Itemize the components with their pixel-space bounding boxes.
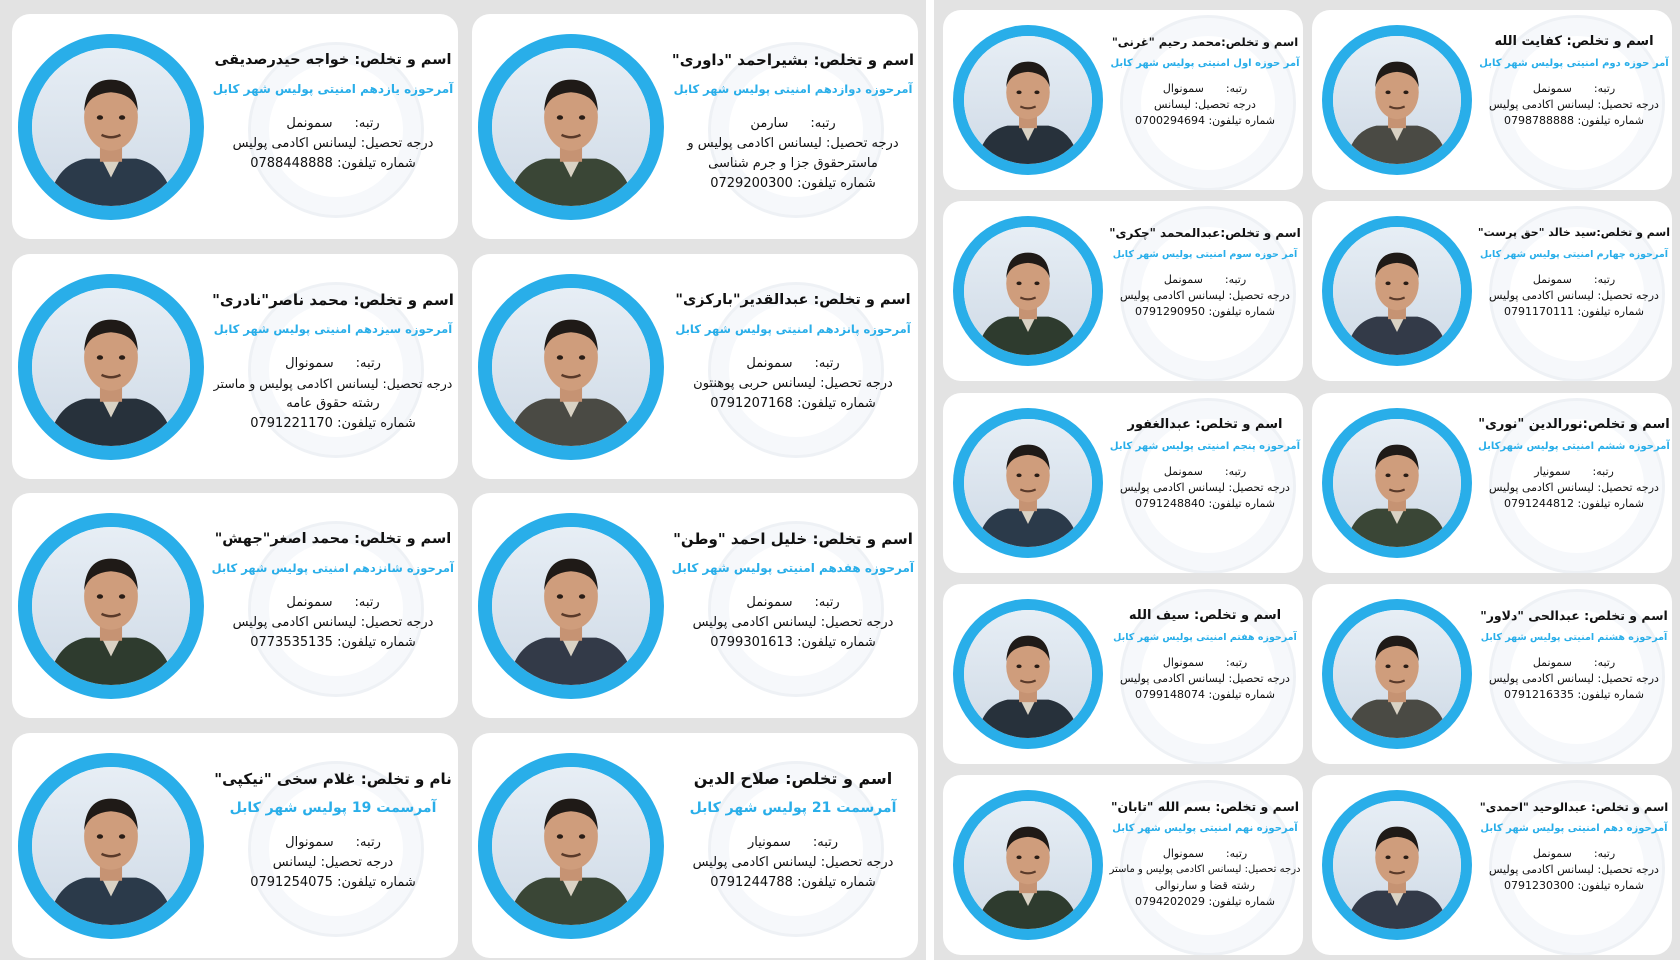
education-line: درجه تحصیل: لیسانس <box>1154 98 1256 111</box>
rank-value: سمونمل <box>1532 847 1572 860</box>
education-line: درجه تحصیل: لیسانس اکادمی پولیس <box>1489 98 1659 111</box>
rank-label: رتبه: <box>1225 656 1248 669</box>
profile-details <box>1109 797 1301 910</box>
profile-card <box>472 733 918 958</box>
portrait-frame <box>18 274 204 460</box>
rank-value: سمونوال <box>285 835 334 850</box>
portrait-frame <box>1322 599 1472 749</box>
officer-name: اسم و تخلص: محمد ناصر"نادری" <box>212 291 454 309</box>
phone-number: شماره تیلفون: 0799301613 <box>710 635 876 650</box>
officer-name: اسم و تخلص: محمد اصغر"جهش" <box>214 531 452 547</box>
rank-label: رتبه: <box>354 595 380 610</box>
portrait-photo <box>492 527 650 685</box>
portrait-photo <box>32 288 190 446</box>
phone-number: شماره تیلفون: 0791230300 <box>1503 879 1645 892</box>
rank-row <box>672 833 914 853</box>
rank-label: رتبه: <box>814 356 840 371</box>
portrait-frame <box>1322 408 1472 558</box>
rank-value: سمونمل <box>1163 273 1203 286</box>
portrait-photo <box>1333 36 1461 164</box>
rank-value: سمونیار <box>747 835 791 850</box>
portrait-photo <box>492 767 650 925</box>
rank-row <box>212 354 454 374</box>
officer-unit: آمرحوزه هفدهم امنیتی پولیس شهر کابل <box>671 561 914 575</box>
profile-card <box>943 393 1303 573</box>
rank-value: سمونمل <box>286 595 333 610</box>
panel-divider <box>926 0 934 960</box>
profile-details <box>212 767 454 893</box>
portrait-photo <box>1333 227 1461 355</box>
rank-value: سمونمل <box>1163 465 1203 478</box>
education-line: درجه تحصیل: لیسانس اکادمی پولیس و ماستر <box>1109 864 1301 875</box>
officer-unit: آمرسمت 19 پولیس شهر کابل <box>229 800 437 816</box>
portrait-photo <box>964 36 1092 164</box>
rank-label: رتبه: <box>355 356 381 371</box>
profile-details <box>672 527 914 653</box>
rank-value: سمونمل <box>286 116 333 131</box>
officer-unit: آمرحوزه پنجم امنیتی پولیس شهر کابل <box>1109 441 1301 452</box>
officer-name: اسم و تخلص: عبدالوحید "احمدی" <box>1479 800 1669 814</box>
profile-card <box>1312 10 1672 190</box>
officer-unit: آمرحوزه هفتم امنیتی پولیس شهر کابل <box>1113 632 1297 643</box>
rank-value: سمونمل <box>746 356 793 371</box>
profile-card <box>943 201 1303 381</box>
portrait-photo <box>964 610 1092 738</box>
profile-details <box>1109 32 1301 129</box>
education-line: درجه تحصیل: لیسانس اکادمی پولیس <box>1489 863 1659 876</box>
officer-name: اسم و تخلص: خلیل احمد "وطن" <box>673 530 913 548</box>
portrait-photo <box>1333 419 1461 547</box>
phone-number: شماره تیلفون: 0798788888 <box>1503 114 1645 127</box>
officer-unit: آمرسمت 21 پولیس شهر کابل <box>689 800 897 816</box>
rank-label: رتبه: <box>354 116 380 131</box>
profile-card <box>472 493 918 718</box>
profile-card <box>12 733 458 958</box>
profile-card <box>12 14 458 239</box>
rank-row <box>1478 464 1670 480</box>
rank-label: رتبه: <box>810 116 836 131</box>
profile-details <box>1478 32 1670 129</box>
education-line: درجه تحصیل: لیسانس اکادمی پولیس <box>1489 289 1659 302</box>
profile-details <box>212 527 454 653</box>
rank-label: رتبه: <box>1225 847 1248 860</box>
education-line-2: رشته حقوق عامه <box>286 396 380 411</box>
phone-number: شماره تیلفون: 0729200300 <box>710 176 876 191</box>
education-line: درجه تحصیل: لیسانس اکادمی پولیس <box>1120 289 1290 302</box>
rank-label: رتبه: <box>1593 847 1616 860</box>
officer-unit: آمرحوزه شانزدهم امنیتی پولیس شهر کابل <box>211 561 454 575</box>
rank-row <box>1109 272 1301 288</box>
portrait-frame <box>953 408 1103 558</box>
profile-card <box>943 10 1303 190</box>
rank-value: سمونوال <box>1162 847 1204 860</box>
rank-label: رتبه: <box>1224 273 1247 286</box>
profile-details <box>212 288 454 434</box>
rank-label: رتبه: <box>1593 656 1616 669</box>
officer-name: اسم و تخلص: خواجه حیدرصدیقی <box>214 52 452 68</box>
officer-name: اسم و تخلص:سید خالد "حق پرست" <box>1477 226 1670 239</box>
profile-card <box>472 14 918 239</box>
phone-number: شماره تیلفون: 0799148074 <box>1134 688 1276 701</box>
officer-unit: آمرحوزه هشتم امنیتی پولیس شهر کابل <box>1480 632 1668 643</box>
rank-row <box>1109 846 1301 862</box>
rank-row <box>1478 81 1670 97</box>
education-line: درجه تحصیل: لیسانس اکادمی پولیس <box>692 615 894 630</box>
portrait-frame <box>18 513 204 699</box>
portrait-frame <box>478 34 664 220</box>
education-line: درجه تحصیل: لیسانس اکادمی پولیس <box>1120 672 1290 685</box>
profile-details <box>1478 415 1670 512</box>
profile-details <box>672 288 914 414</box>
education-line: درجه تحصیل: لیسانس اکادمی پولیس و <box>687 136 899 151</box>
rank-label: رتبه: <box>812 835 839 850</box>
profile-details <box>212 48 454 174</box>
phone-number: شماره تیلفون: 0791216335 <box>1503 688 1645 701</box>
phone-number: شماره تیلفون: 0773535135 <box>250 635 416 650</box>
officer-name: اسم و تخلص:عبدالمحمد "چکری" <box>1109 226 1301 240</box>
rank-row <box>1478 272 1670 288</box>
officer-name: اسم و تخلص: بشیراحمد "داوری" <box>671 51 914 69</box>
profile-details <box>1478 797 1670 894</box>
officer-name: اسم و تخلص: کفایت الله <box>1494 34 1654 49</box>
profile-card <box>1312 201 1672 381</box>
rank-value: سمونوال <box>1162 656 1204 669</box>
officer-unit: آمر حوزه دوم امنیتی پولیس شهر کابل <box>1479 58 1669 69</box>
officer-unit: آمرحوزه سیزدهم امنیتی پولیس شهر کابل <box>213 322 453 336</box>
profile-card <box>1312 584 1672 764</box>
profile-details <box>1109 606 1301 703</box>
portrait-frame <box>478 513 664 699</box>
rank-label: رتبه: <box>1593 273 1616 286</box>
profile-card <box>12 254 458 479</box>
rank-value: سمونمل <box>1532 82 1572 95</box>
portrait-photo <box>964 419 1092 547</box>
phone-number: شماره تیلفون: 0791244788 <box>710 875 876 890</box>
rank-value: سمونوال <box>285 356 334 371</box>
officer-name: اسم و تخلص:محمد رحیم "غرنی" <box>1111 35 1299 49</box>
profile-card <box>943 584 1303 764</box>
officer-name: اسم و تخلص: عبدالحی "دلاور" <box>1480 608 1668 623</box>
profile-card <box>472 254 918 479</box>
portrait-frame <box>953 25 1103 175</box>
portrait-frame <box>478 274 664 460</box>
rank-value: سمونمل <box>1532 656 1572 669</box>
portrait-photo <box>964 801 1092 929</box>
officer-unit: آمرحوزه چهارم امنیتی پولیس شهر کابل <box>1479 249 1669 260</box>
phone-number: شماره تیلفون: 0791221170 <box>250 416 416 431</box>
phone-number: شماره تیلفون: 0791244812 <box>1503 497 1645 510</box>
rank-label: رتبه: <box>1224 465 1247 478</box>
officer-name: اسم و تخلص: بسم الله "تابان" <box>1110 799 1300 814</box>
education-line: درجه تحصیل: لیسانس اکادمی پولیس و ماستر <box>213 376 453 391</box>
profile-card <box>1312 775 1672 955</box>
phone-number: شماره تیلفون: 0791207168 <box>710 396 876 411</box>
rank-row <box>212 833 454 853</box>
portrait-photo <box>492 48 650 206</box>
rank-label: رتبه: <box>814 595 840 610</box>
profile-card <box>943 775 1303 955</box>
rank-label: رتبه: <box>1225 82 1248 95</box>
education-line: درجه تحصیل: لیسانس اکادمی پولیس <box>232 615 434 630</box>
officer-unit: آمرحوزه ششم امنیتی پولیس شهرکابل <box>1478 441 1670 452</box>
profile-card <box>12 493 458 718</box>
rank-row <box>1109 81 1301 97</box>
rank-value: سارمن <box>750 116 789 131</box>
portrait-photo <box>32 767 190 925</box>
rank-value: سمونمل <box>1532 273 1572 286</box>
rank-value: سمونوال <box>1162 82 1204 95</box>
officer-unit: آمرحوزه یازدهم امنیتی پولیس شهر کابل <box>212 82 454 96</box>
rank-row <box>672 114 914 134</box>
portrait-photo <box>1333 801 1461 929</box>
officer-name: اسم و تخلص:نورالدین "نوری" <box>1478 417 1670 432</box>
rank-row <box>1109 655 1301 671</box>
profile-details <box>1109 415 1301 512</box>
rank-row <box>1109 464 1301 480</box>
rank-row <box>212 593 454 613</box>
officer-unit: آمر حوزه سوم امنیتی پولیس شهر کابل <box>1112 249 1298 260</box>
phone-number: شماره تیلفون: 0794202029 <box>1134 895 1276 908</box>
rank-value: سمونیار <box>1534 465 1571 478</box>
officer-name: نام و تخلص: غلام سخی "نیکپی" <box>214 770 452 788</box>
portrait-photo <box>1333 610 1461 738</box>
portrait-frame <box>18 34 204 220</box>
profile-details <box>672 48 914 194</box>
officer-unit: آمر حوزه اول امنیتی پولیس شهر کابل <box>1110 58 1300 69</box>
portrait-frame <box>18 753 204 939</box>
rank-label: رتبه: <box>1593 82 1616 95</box>
education-line: درجه تحصیل: لیسانس اکادمی پولیس <box>1120 481 1290 494</box>
education-line-2: ماسترحقوق جزا و جرم شناسی <box>708 156 878 171</box>
rank-label: رتبه: <box>1592 465 1614 478</box>
portrait-photo <box>964 227 1092 355</box>
profile-details <box>1478 223 1670 320</box>
officer-unit: آمرحوزه پانزدهم امنیتی پولیس شهر کابل <box>675 322 911 336</box>
officer-unit: آمرحوزه دهم امنیتی پولیس شهر کابل <box>1480 823 1668 834</box>
officer-name: اسم و تخلص: صلاح الدین <box>693 769 893 788</box>
rank-row <box>1478 655 1670 671</box>
portrait-frame <box>953 216 1103 366</box>
portrait-photo <box>32 48 190 206</box>
education-line: درجه تحصیل: لیسانس اکادمی پولیس <box>232 136 434 151</box>
phone-number: شماره تیلفون: 0788448888 <box>250 156 416 171</box>
officer-name: اسم و تخلص: سیف الله <box>1128 608 1282 623</box>
rank-row <box>212 114 454 134</box>
portrait-frame <box>953 599 1103 749</box>
phone-number: شماره تیلفون: 0700294694 <box>1134 114 1276 127</box>
officer-name: اسم و تخلص: عبدالقدیر"بارکزی" <box>675 292 911 308</box>
education-line-2: رشته قضا و سارنوالی <box>1155 879 1255 892</box>
officer-unit: آمرحوزه نهم امنیتی پولیس شهر کابل <box>1112 823 1298 834</box>
profile-card <box>1312 393 1672 573</box>
rank-label: رتبه: <box>355 835 381 850</box>
rank-row <box>1478 846 1670 862</box>
portrait-frame <box>1322 25 1472 175</box>
portrait-frame <box>953 790 1103 940</box>
profile-details <box>1109 223 1301 320</box>
portrait-photo <box>492 288 650 446</box>
portrait-frame <box>1322 790 1472 940</box>
officer-name: اسم و تخلص: عبدالغفور <box>1127 417 1283 432</box>
education-line: درجه تحصیل: لیسانس اکادمی پولیس <box>1489 672 1659 685</box>
education-line: درجه تحصیل: لیسانس اکادمی پولیس <box>1489 481 1659 494</box>
profile-details <box>1478 606 1670 703</box>
phone-number: شماره تیلفون: 0791170111 <box>1503 305 1645 318</box>
education-line: درجه تحصیل: لیسانس اکادمی پولیس <box>692 855 894 870</box>
phone-number: شماره تیلفون: 0791254075 <box>250 875 416 890</box>
phone-number: شماره تیلفون: 0791290950 <box>1134 305 1276 318</box>
portrait-photo <box>32 527 190 685</box>
officer-unit: آمرحوزه دوازدهم امنیتی پولیس شهر کابل <box>673 82 913 96</box>
education-line: درجه تحصیل: لیسانس <box>272 855 394 870</box>
profile-details <box>672 767 914 893</box>
education-line: درجه تحصیل: لیسانس حربی پوهنتون <box>693 376 893 391</box>
rank-value: سمونمل <box>746 595 793 610</box>
portrait-frame <box>478 753 664 939</box>
rank-row <box>672 593 914 613</box>
phone-number: شماره تیلفون: 0791248840 <box>1134 497 1276 510</box>
rank-row <box>672 354 914 374</box>
portrait-frame <box>1322 216 1472 366</box>
